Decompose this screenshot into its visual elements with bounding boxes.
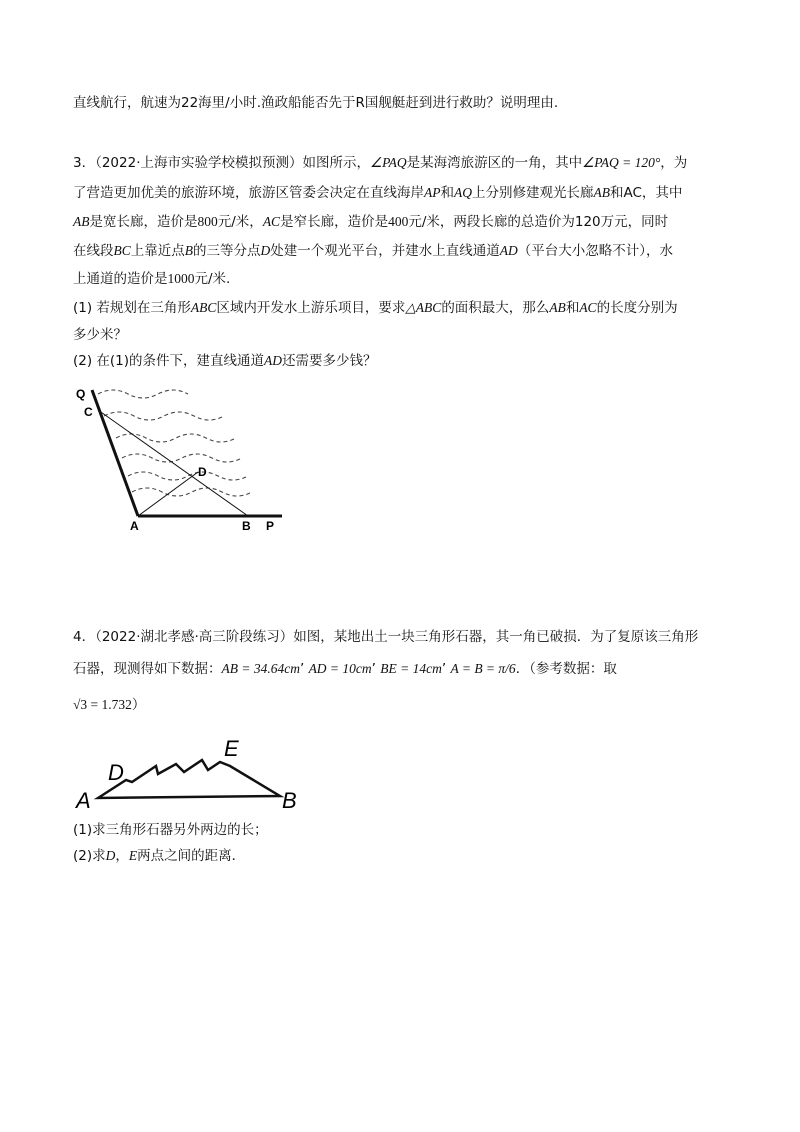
problem3-source: （2022·上海市实验学校模拟预测） (95, 155, 303, 171)
shore-aq (92, 390, 138, 516)
problem3-line5 (73, 269, 230, 289)
math: 1000 (167, 271, 195, 286)
problem4-question2 (73, 846, 245, 866)
intro-line: 直线航行，航速为22海里/小时.渔政船能否先于R国舰艇赶到进行救助？说明理由. (73, 95, 559, 111)
problem3-line2 (73, 183, 682, 203)
problem3-number: 3． (73, 155, 96, 171)
label-d: D (198, 465, 207, 479)
problem4-source: （2022·湖北孝感·高三阶段练习） (95, 629, 294, 645)
math: D (105, 848, 116, 863)
text: (2) 在(1)的条件下，建直线通道 (73, 353, 265, 369)
problem4-line3 (73, 695, 145, 715)
math: AC (262, 214, 281, 229)
math: AQ (454, 185, 472, 200)
text: 上靠近点 (130, 243, 185, 259)
text: ， (115, 848, 129, 864)
text: 两点之间的距离． (137, 848, 246, 864)
text: 是窄长廊，造价是 (280, 214, 389, 230)
math: A = B = π/6 (450, 661, 516, 676)
problem3-question2 (73, 351, 377, 371)
problem3-line3 (73, 212, 668, 232)
math: 400 (388, 214, 409, 229)
text: 还需要多少钱？ (282, 353, 377, 369)
text: 区域内开发水上游乐项目，要求 (216, 300, 406, 316)
water-waves (98, 390, 252, 496)
math: AP (424, 185, 441, 200)
text: 和AC，其中 (610, 185, 683, 201)
math: AC (579, 300, 597, 315)
problem3-question1-cont: 多少米？ (73, 327, 127, 343)
text: 处建一个观光平台，并建水上直线通道 (270, 243, 500, 259)
text: 石器，现测得如下数据： (73, 661, 222, 677)
problem3-line1 (73, 153, 687, 173)
math: ABC (190, 300, 217, 315)
math: E (128, 848, 138, 863)
math: AB (73, 214, 90, 229)
label-p: P (266, 519, 275, 533)
math: BE = 14cm (380, 661, 442, 676)
text: (1) 若规划在三角形 (73, 300, 191, 316)
math: BC (113, 243, 131, 258)
wave (122, 454, 242, 462)
text: 和 (440, 185, 454, 201)
text: 的三等分点 (193, 243, 261, 259)
math: AB (549, 300, 566, 315)
text: 元/米， (217, 214, 263, 230)
label-b: B (242, 519, 251, 533)
problem4-line2: 石器，现测得如下数据：AB = 34.64cm’ AD = 10cm’ BE = 14cm’ A = B = π/6．（参考数据：取 (73, 661, 617, 677)
label-a: A (130, 519, 139, 533)
problem3-line4 (73, 241, 673, 261)
wave (132, 488, 252, 496)
text: 是宽长廊，造价是 (89, 214, 198, 230)
math: 800 (197, 214, 218, 229)
text: （平台大小忽略不计），水 (517, 243, 674, 259)
text: 元/米，两段长廊的总造价为120万元，同时 (408, 214, 669, 230)
label-a: A (76, 788, 91, 813)
math: ∠PAQ (370, 155, 407, 170)
math: D (260, 243, 271, 258)
text: 的面积最大，那么 (441, 300, 550, 316)
label-q: Q (76, 387, 86, 401)
math: AD (264, 353, 283, 368)
text: 如图，某地出土一块三角形石器，其一角已破损．为了复原该三角形 (293, 629, 699, 645)
text: ，为 (660, 155, 688, 171)
problem4-line1 (73, 627, 698, 647)
text: 和 (565, 300, 580, 316)
label-d: D (108, 760, 124, 785)
problem4-question1: (1)求三角形石器另外两边的长； (73, 822, 268, 838)
label-c: C (84, 405, 93, 419)
text: 上通道的造价是 (73, 271, 168, 287)
math: B (184, 243, 194, 258)
label-e: E (224, 736, 239, 761)
problem4-number: 4． (73, 629, 96, 645)
segment-bc (98, 410, 248, 516)
text: (2)求 (73, 848, 106, 864)
text: 的长度分别为 (596, 300, 678, 316)
label-b: B (282, 788, 297, 813)
math: ∠PAQ = 120° (582, 155, 661, 170)
text: 是某海湾旅游区的一角，其中 (406, 155, 583, 171)
text: ．（参考数据：取 (515, 661, 617, 677)
math: △ABC (405, 300, 442, 315)
text: 上分别修建观光长廊 (472, 185, 594, 201)
math: AB = 34.64cm (221, 661, 300, 676)
math: AD = 10cm (308, 661, 372, 676)
text: 了营造更加优美的旅游环境，旅游区管委会决定在直线海岸 (73, 185, 424, 201)
math: √3 = 1.732） (73, 697, 146, 712)
problem4-figure (72, 728, 312, 813)
broken-triangle (98, 760, 280, 798)
text: 如图所示， (302, 155, 370, 171)
math: AB (593, 185, 610, 200)
problem3-figure (70, 378, 300, 538)
wave (98, 390, 188, 398)
text: 元/米. (194, 271, 231, 287)
text: 在线段 (73, 243, 114, 259)
wave (104, 412, 224, 420)
problem3-question1 (73, 298, 678, 318)
math: AD (499, 243, 518, 258)
